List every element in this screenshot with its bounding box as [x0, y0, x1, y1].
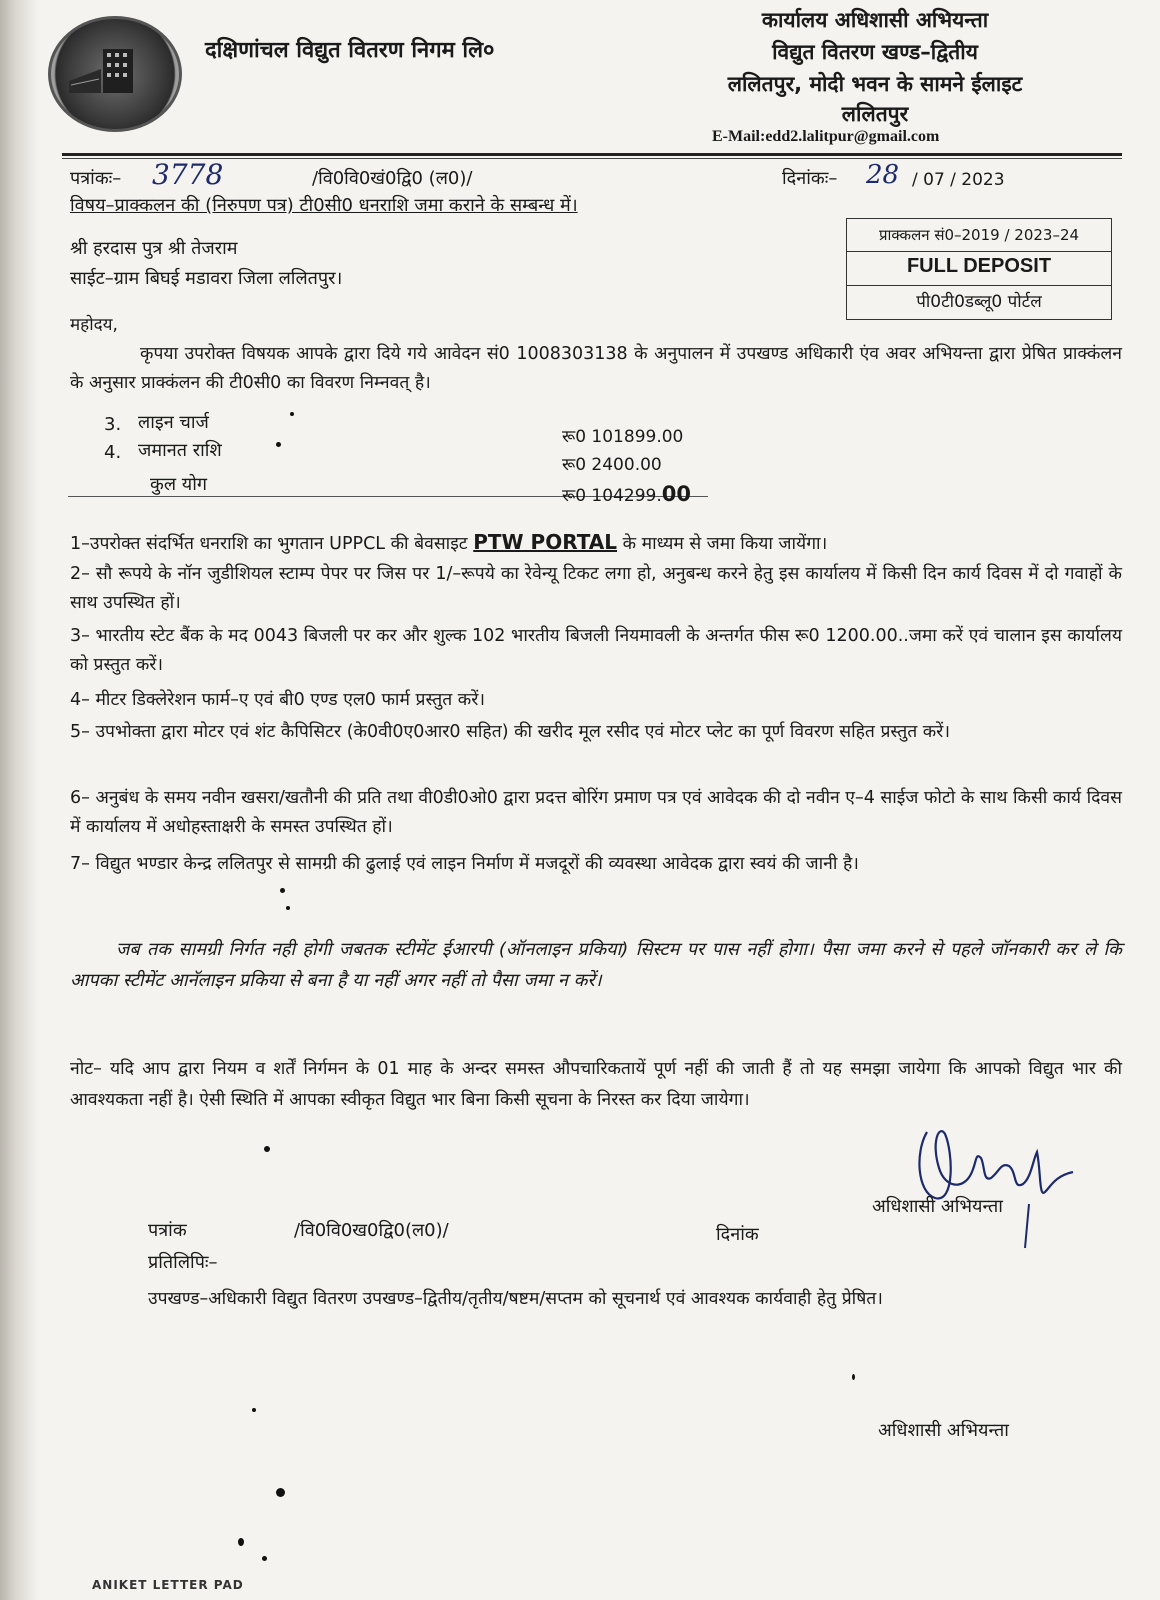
point-7: 7– विद्युत भण्डार केन्द्र ललितपुर से सामग्री की ढुलाई एवं लाइन निर्माण में मजदूरों की व्यवस्था आवेदक द्वारा स्वयं की जानी है। — [70, 854, 859, 874]
point-1 — [70, 528, 1122, 559]
ink-speck — [276, 442, 281, 447]
total-amount-end: 00 — [661, 482, 691, 506]
addressee-site: साईट–ग्राम बिघई मडावरा जिला ललितपुर। — [70, 268, 343, 289]
scan-shadow — [0, 0, 38, 1600]
subject: विषय–प्राक्कलन की (निरुपण पत्र) टी0सी0 धनराशि जमा कराने के सम्बन्ध में। — [70, 195, 578, 216]
email: E-Mail:edd2.lalitpur@gmail.com — [712, 128, 940, 145]
point-1-text-b: के माध्यम से जमा किया जायेंगा। — [622, 534, 828, 554]
copy-date-label: दिनांक — [716, 1224, 759, 1245]
warning-paragraph: जब तक सामग्री निर्गत नही होगी जबतक स्टीमेंट ईआरपी (ऑनलाइन प्रकिया) सिस्टम पर पास नहीं होगा। पैसा जमा करने से पहले जॉनकारी कर ले कि आपका स्टीमेंट आनॅलाइन प्रकिया से बना है या नहीं अगर नहीं तो पैसा जमा न करें। — [70, 939, 1122, 991]
date-day: 28 — [866, 160, 900, 190]
office-line-1: कार्यालय अधिशासी अभियन्ता — [761, 8, 989, 32]
ref-number: 3778 — [152, 158, 224, 191]
point-1-text-a: 1–उपरोक्त संदर्भित धनराशि का भुगतान UPPCL की बेवसाइट — [70, 534, 468, 554]
total-amount — [562, 482, 691, 506]
fee-no: 3. — [104, 414, 122, 435]
header-rule — [62, 153, 1122, 156]
ink-speck — [286, 906, 290, 910]
building-icon — [51, 19, 179, 129]
footer-fragment: ANIKET LETTER PAD — [92, 1578, 244, 1592]
copy-signatory: अधिशासी अभियन्ता — [878, 1420, 1009, 1441]
office-line-3: ललितपुर, मोदी भवन के सामने ईलाइट — [727, 72, 1023, 96]
org-name: दक्षिणांचल विद्युत वितरण निगम लि० — [205, 38, 495, 63]
ptw-portal: PTW PORTAL — [473, 530, 618, 554]
copy-body: उपखण्ड–अधिकारी विद्युत वितरण उपखण्ड–द्वितीय/तृतीय/षष्टम/सप्तम को सूचनार्थ एवं आवश्यक कार्यवाही हेतु प्रेषित। — [148, 1289, 883, 1309]
estimate-number: प्राक्कलन सं0–2019 / 2023–24 — [878, 226, 1080, 244]
point-2: 2– सौ रूपये के नॉन जुडीशियल स्टाम्प पेपर पर जिस पर 1/–रूपये का रेवेन्यू टिकट लगा हो, अनुबन्ध करने हेतु इस कार्यालय में किसी दिन कार्य दिवस में दो गवाहों के साथ उपस्थित हों। — [70, 564, 1122, 613]
addressee-name: श्री हरदास पुत्र श्री तेजराम — [70, 238, 238, 259]
full-deposit: FULL DEPOSIT — [906, 255, 1052, 277]
copy-heading: प्रतिलिपिः– — [148, 1252, 218, 1273]
point-6: 6– अनुबंध के समय नवीन खसरा/खतौनी की प्रति तथा वी0डी0ओ0 द्वारा प्रदत्त बोरिंग प्रमाण पत्र एवं आवेदक की दो नवीन ए–4 साईज फोटो के साथ किसी कार्य दिवस में कार्यालय में अधोहस्ताक्षरी के समस्त उपस्थित हों। — [70, 788, 1122, 837]
point-3: 3– भारतीय स्टेट बैंक के मद 0043 बिजली पर कर और शुल्क 102 भारतीय बिजली नियमावली के अन्तर्गत फीस रू0 1200.00..जमा करें एवं चालान इस कार्यालय को प्रस्तुत करें। — [70, 626, 1122, 675]
copy-ref-label: पत्रांक — [148, 1220, 187, 1241]
total-amount-main: रू0 104299. — [562, 486, 662, 506]
ink-speck — [280, 888, 285, 893]
box-divider-1 — [847, 251, 1111, 252]
intro-paragraph: कृपया उपरोक्त विषयक आपके द्वारा दिये गये आवेदन सं0 1008303138 के अनुपालन में उपखण्ड अधिकारी एंव अवर अभियन्ता द्वारा प्रेषित प्राक्कंलन के अनुसार प्राक्कंलन की टी0सी0 का विवरण निम्नवत् है। — [70, 344, 1122, 393]
signature — [905, 1112, 1095, 1252]
fee-label: जमानत राशि — [138, 440, 222, 461]
date-label: दिनांकः– — [782, 168, 838, 189]
fee-amount: रू0 101899.00 — [562, 427, 684, 447]
total-label: कुल योग — [150, 474, 207, 495]
ref-code: /वि0वि0खं0द्वि0 (ल0)/ — [312, 168, 473, 189]
company-logo — [48, 16, 182, 132]
ink-speck — [290, 412, 294, 416]
ink-speck — [238, 1538, 244, 1546]
ink-speck — [852, 1374, 855, 1380]
point-5: 5– उपभोक्ता द्वारा मोटर एवं शंट कैपिसिटर (के0वी0ए0आर0 सहित) की खरीद मूल रसीद एवं मोटर प्लेट का पूर्ण विवरण सहित प्रस्तुत करें। — [70, 722, 950, 742]
deposit-box — [846, 218, 1112, 320]
ink-speck — [252, 1408, 256, 1412]
ref-label: पत्रांकः– — [70, 168, 122, 189]
fee-amount: रू0 2400.00 — [562, 455, 662, 475]
ink-speck — [276, 1488, 285, 1497]
note-paragraph: नोट– यदि आप द्वारा नियम व शर्तें निर्गमन के 01 माह के अन्दर समस्त औपचारिकतायें पूर्ण नहीं की जाती हैं तो यह समझा जायेगा कि आपको विद्युत भार की आवश्यकता नहीं है। ऐसी स्थिति में आपका स्वीकृत विद्युत भार बिना किसी सूचना के निरस्त कर दिया जायेगा। — [70, 1059, 1122, 1110]
salutation: महोदय, — [70, 315, 118, 335]
portal-label: पी0टी0डब्लू0 पोर्टल — [916, 292, 1042, 312]
point-4: 4– मीटर डिक्लेरेशन फार्म–ए एवं बी0 एण्ड एल0 फार्म प्रस्तुत करें। — [70, 690, 486, 710]
ink-speck — [264, 1146, 270, 1152]
fee-no: 4. — [104, 442, 122, 463]
box-divider-2 — [847, 285, 1111, 286]
copy-ref-code: /वि0वि0ख0द्वि0(ल0)/ — [294, 1220, 449, 1241]
signature-title: अधिशासी अभियन्ता — [872, 1196, 1003, 1217]
office-line-4: ललितपुर — [841, 102, 909, 126]
ink-speck — [262, 1556, 267, 1561]
fee-label: लाइन चार्ज — [138, 412, 209, 433]
date-rest: / 07 / 2023 — [912, 170, 1005, 190]
office-line-2: विद्युत वितरण खण्ड–द्वितीय — [772, 40, 978, 64]
